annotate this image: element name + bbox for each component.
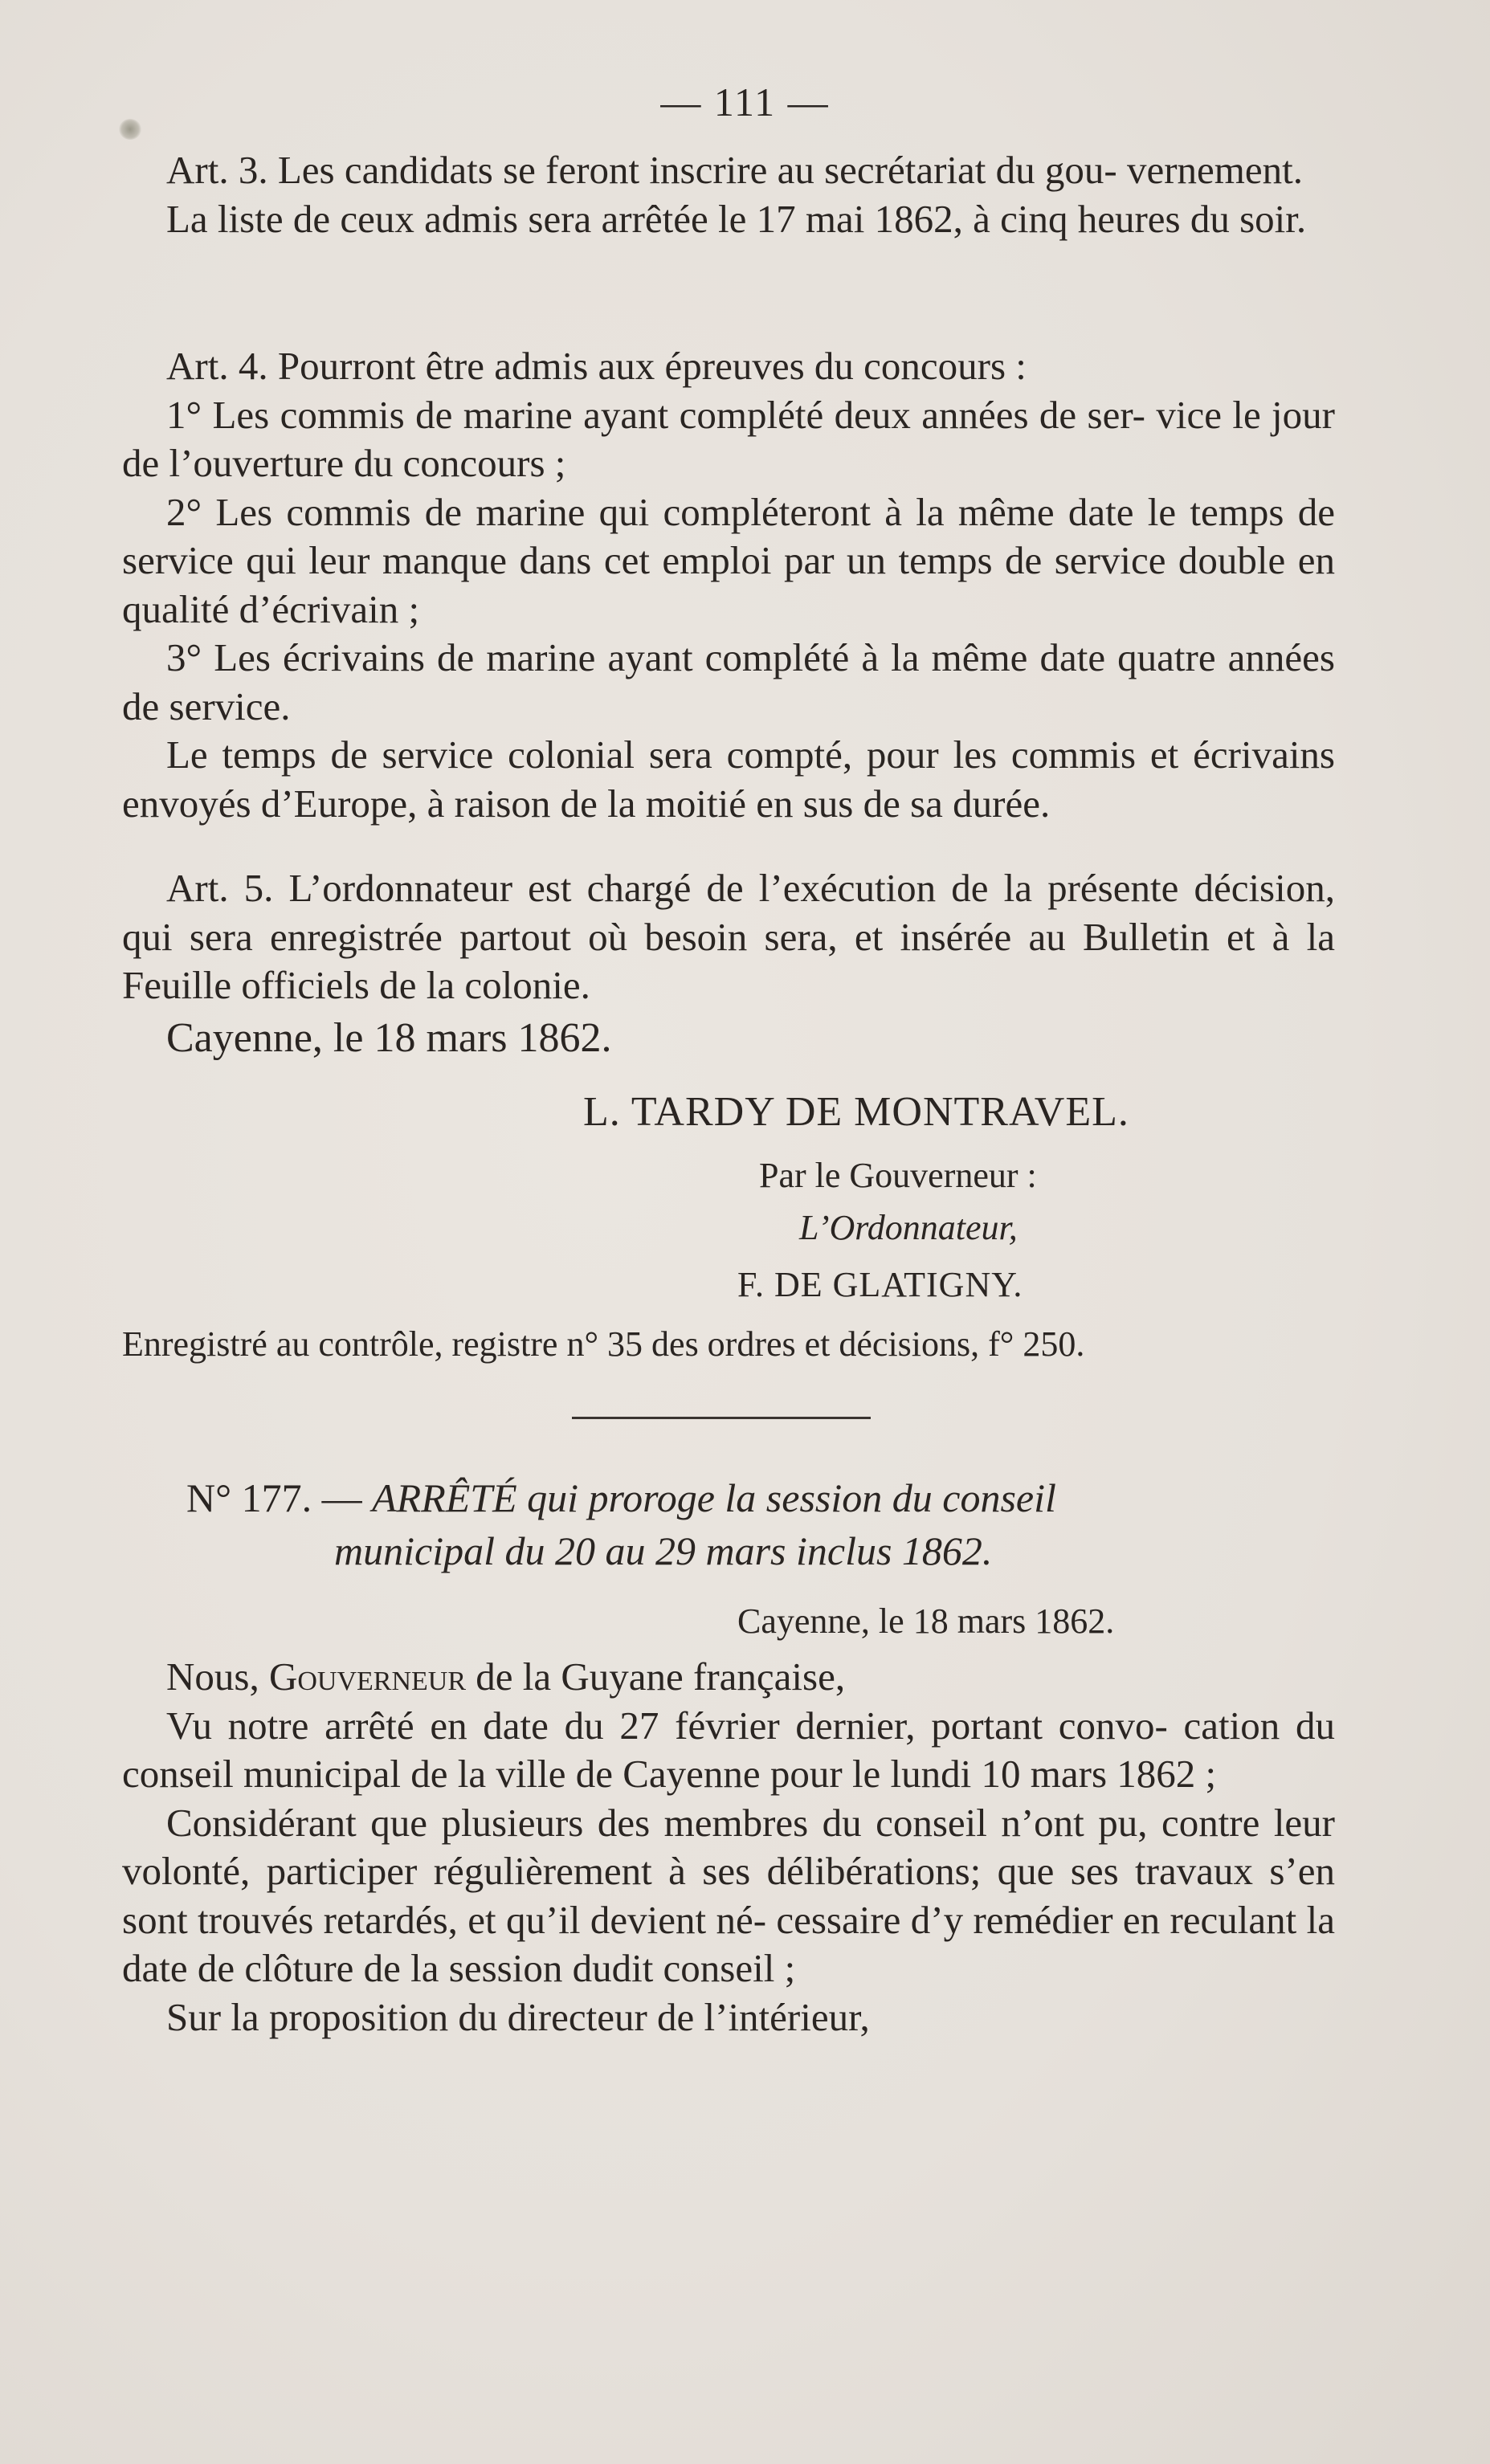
arrete-nous <box>122 1653 1335 1702</box>
article-4-item-2: 2° Les commis de marine qui compléteront à la même date le temps de service qui leur manque dans cet emploi par un temps de service double en qualité d’écrivain ; <box>122 489 1335 631</box>
signature-par-le-gouverneur: Par le Gouverneur : <box>759 1156 1037 1195</box>
arrete-number: N° 177. — <box>186 1475 362 1520</box>
place-date: Cayenne, le 18 mars 1862. <box>166 1015 612 1061</box>
article-3 <box>122 146 1335 243</box>
arrete-title-line-2: municipal du 20 au 29 mars inclus 1862. <box>334 1528 993 1573</box>
page-number: — 111 — <box>660 80 830 124</box>
arrete-heading-line-1 <box>186 1475 1056 1521</box>
arrete-vu: Vu notre arrêté en date du 27 février dernier, portant convo- cation du conseil municipal de la ville de Cayenne pour le lundi 10 mars 1862 ; <box>122 1703 1335 1796</box>
signature-governor: L. TARDY DE MONTRAVEL. <box>583 1089 1129 1135</box>
arrete-title-line-1: ARRÊTÉ qui proroge la session du conseil <box>372 1475 1056 1520</box>
article-4-item-3: 3° Les écrivains de marine ayant complété à la même date quatre années de service. <box>122 635 1335 728</box>
arrete-considerant: Considérant que plusieurs des membres du conseil n’ont pu, contre leur volonté, participer régulièrement à ses délibérations; que ses travaux s’en sont trouvés retardés, et qu’il devient né- cessaire d’y remédier en reculant la date de clôture de la session dudit conseil ; <box>122 1800 1335 1990</box>
arrete-date: Cayenne, le 18 mars 1862. <box>737 1601 1115 1641</box>
article-4-colonial-service: Le temps de service colonial sera compté, pour les commis et écrivains envoyés d’Europe, à raison de la moitié en sus de sa durée. <box>122 732 1335 826</box>
arrete-sur-proposition: Sur la proposition du directeur de l’intérieur, <box>166 1994 870 2039</box>
registration-note: Enregistré au contrôle, registre n° 35 des ordres et décisions, f° 250. <box>122 1324 1085 1364</box>
arrete-nous-rest: de la Guyane française, <box>476 1654 846 1699</box>
arrete-nous-title: Gouverneur <box>268 1654 467 1699</box>
article-4-item-1: 1° Les commis de marine ayant complété deux années de ser- vice le jour de l’ouverture du concours ; <box>122 392 1335 485</box>
signature-name: F. DE GLATIGNY. <box>737 1265 1023 1304</box>
signature-role: L’Ordonnateur, <box>799 1208 1018 1247</box>
article-5-text: Art. 5. L’ordonnateur est chargé de l’exécution de la présente décision, qui sera enregistrée partout où besoin sera, et insérée au Bulletin et à la Feuille officiels de la colonie. <box>122 866 1335 1007</box>
article-3-text: Art. 3. Les candidats se feront inscrire au secrétariat du gou- vernement. <box>166 148 1303 192</box>
arrete-nous-prefix: Nous, <box>166 1654 259 1699</box>
arrete-body <box>122 1653 1335 2042</box>
article-4-intro: Art. 4. Pourront être admis aux épreuves du concours : <box>166 344 1027 388</box>
article-5 <box>122 864 1335 1010</box>
article-4 <box>122 342 1335 828</box>
article-3-list-date: La liste de ceux admis sera arrêtée le 17 mai 1862, à cinq heures du soir. <box>166 196 1307 241</box>
section-divider <box>572 1417 871 1419</box>
